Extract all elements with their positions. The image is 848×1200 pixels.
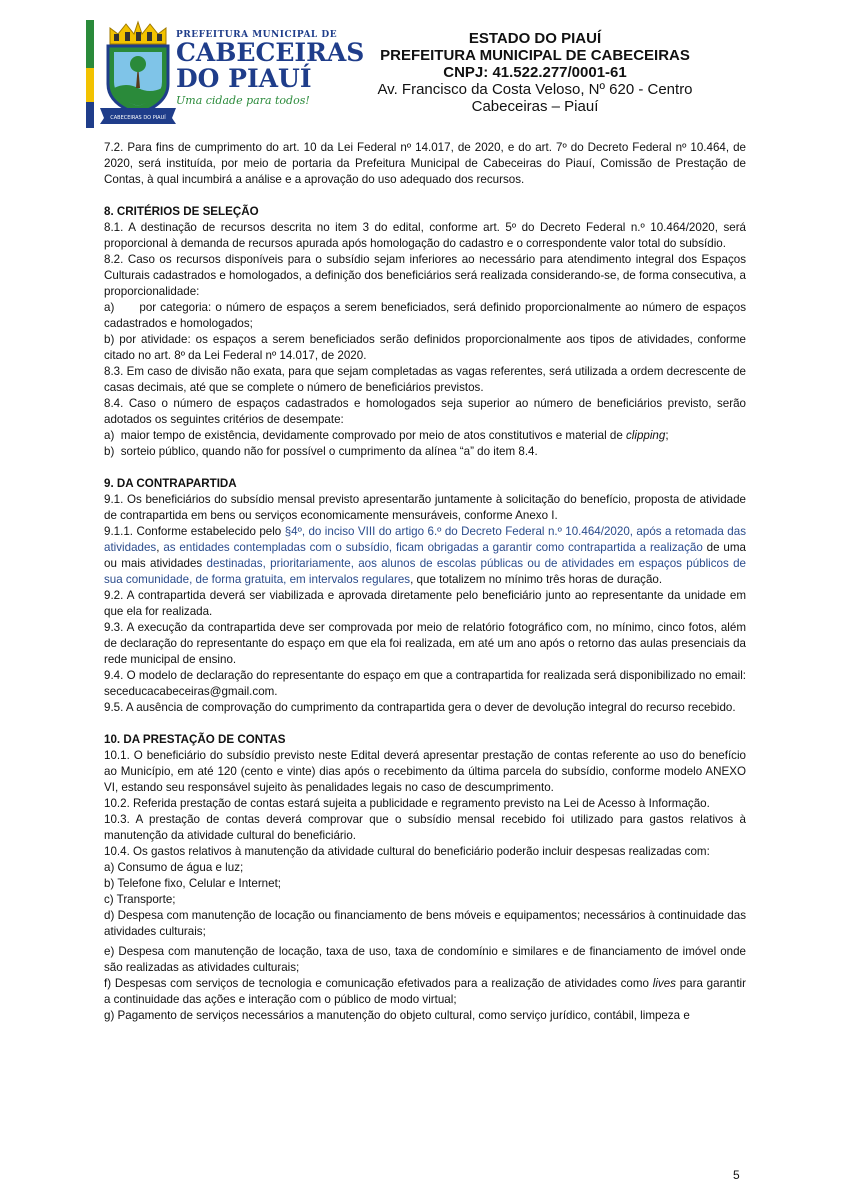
paragraph-10-4-e: e) Despesa com manutenção de locação, taxa de uso, taxa de condomínio e similares e de financiamento de imóvel onde são realizadas as atividades culturais; [104, 945, 746, 974]
paragraph-8-1: 8.1. A destinação de recursos descrita no item 3 do edital, conforme art. 5º do Decreto Federal n.º 10.464/2020, será proporcional à demanda de recursos apurada após homologação do cadastro e o correspondente valor total do subsídio. [104, 221, 746, 250]
paragraph-10-4-f: f) Despesas com serviços de tecnologia e comunicação efetivados para a realização de atividades como lives para garantir a continuidade das ações e interação com o público de modo virtual; [104, 977, 746, 1006]
document-body [104, 140, 750, 1024]
flag-stripe-yellow [86, 68, 94, 102]
paragraph-10-4-b: b) Telefone fixo, Celular e Internet; [104, 877, 282, 890]
paragraph-8-4-a: a) maior tempo de existência, devidamente comprovado por meio de atos constitutivos e material de clipping; [104, 429, 669, 442]
header-prefeitura: PREFEITURA MUNICIPAL DE CABECEIRAS [380, 47, 690, 64]
logo-prefeitura-line: PREFEITURA MUNICIPAL DE [176, 30, 338, 40]
document-header [335, 30, 735, 115]
logo-slogan: Uma cidade para todos! [176, 94, 310, 107]
shield-icon [108, 46, 168, 114]
paragraph-9-1-1: 9.1.1. Conforme estabelecido pelo §4º, do inciso VIII do artigo 6.º do Decreto Federal n.º 10.464/2020, após a retomada das atividades, as entidades contempladas com o subsídio, ficam obrigadas a garantir como contrapartida a realização de uma ou mais atividades destinadas, prioritariamente, aos alunos de escolas públicas ou de atividades em espaços públicos de sua comunidade, de forma gratuita, em intervalos regulares, que totalizem no mínimo três horas de duração. [104, 525, 746, 586]
paragraph-10-4-d: d) Despesa com manutenção de locação ou financiamento de bens móveis e equipamentos; necessários à continuidade das atividades culturais; [104, 909, 746, 938]
section-title-9: 9. DA CONTRAPARTIDA [104, 477, 237, 490]
paragraph-8-4-b: b) sorteio público, quando não for possível o cumprimento da alínea “a” do item 8.4. [104, 445, 538, 458]
paragraph-8-3: 8.3. Em caso de divisão não exata, para que sejam completadas as vagas referentes, será utilizada a ordem decrescente de casas decimais, até que se complete o número de beneficiários previstos. [104, 365, 746, 394]
paragraph-7-2: 7.2. Para fins de cumprimento do art. 10 da Lei Federal nº 14.017, de 2020, e do art. 7º do Decreto Federal nº 10.464, de 2020, será instituída, por meio de portaria da Prefeitura Municipal de Cabeceiras do Piauí, Comissão de Prestação de Contas, à qual incumbirá a análise e a aprovação do uso adequado dos recursos. [104, 141, 746, 186]
paragraph-10-3: 10.3. A prestação de contas deverá comprovar que o subsídio mensal recebido foi utilizado para gastos relativos à manutenção da atividade cultural do beneficiário. [104, 813, 746, 842]
paragraph-10-4: 10.4. Os gastos relativos à manutenção da atividade cultural do beneficiário poderão incluir despesas realizadas com: [104, 845, 710, 858]
paragraph-9-2: 9.2. A contrapartida deverá ser viabilizada e aprovada diretamente pelo beneficiário junto ao representante da unidade em que ela for realizada. [104, 589, 746, 618]
header-cnpj: CNPJ: 41.522.277/0001-61 [443, 64, 627, 81]
paragraph-9-4: 9.4. O modelo de declaração do representante do espaço em que a contrapartida for realizada será disponibilizado no email: seceducacabeceiras@gmail.com. [104, 669, 746, 698]
paragraph-10-2: 10.2. Referida prestação de contas estará sujeita a publicidade e regramento previsto na Lei de Acesso à Informação. [104, 797, 710, 810]
paragraph-8-2: 8.2. Caso os recursos disponíveis para o subsídio sejam inferiores ao necessário para atendimento integral dos Espaços Culturais cadastrados e homologados, a definição dos beneficiários será realizada considerando-se, de forma consecutiva, a proporcionalidade: [104, 253, 746, 298]
paragraph-8-2-b: b) por atividade: os espaços a serem beneficiados serão definidos proporcionalmente aos tipos de atividades, conforme citado no art. 8º da Lei Federal nº 14.017, de 2020. [104, 333, 746, 362]
paragraph-8-2-a: a) por categoria: o número de espaços a serem beneficiados, será definido proporcionalmente ao número de espaços cadastrados e homologados; [104, 301, 750, 330]
flag-stripe-blue [86, 102, 94, 128]
header-address: Av. Francisco da Costa Veloso, Nº 620 - Centro [377, 81, 693, 98]
header-state: ESTADO DO PIAUÍ [468, 30, 602, 47]
paragraph-9-1: 9.1. Os beneficiários do subsídio mensal previsto apresentarão juntamente à solicitação do benefício, proposta de atividade de contrapartida em bens ou serviços economicamente mensuráveis, conforme Anexo I. [104, 493, 746, 522]
paragraph-10-4-g: g) Pagamento de serviços necessários a manutenção do objeto cultural, como serviço jurídico, contábil, limpeza e [104, 1009, 690, 1022]
logo-text [176, 30, 365, 107]
paragraph-9-5: 9.5. A ausência de comprovação do cumprimento da contrapartida gera o dever de devolução integral do recurso recebido. [104, 701, 736, 714]
section-title-8: 8. CRITÉRIOS DE SELEÇÃO [104, 205, 259, 218]
paragraph-10-1: 10.1. O beneficiário do subsídio previsto neste Edital deverá apresentar prestação de contas referente ao uso do benefício ao Município, em até 120 (cento e vinte) dias após o recebimento da última parcela do subsídio, conforme modelo ANEXO VI, estando seu responsável sujeito às penalidades legais no caso de descumprimento. [104, 749, 746, 794]
header-city: Cabeceiras – Piauí [471, 98, 599, 115]
paragraph-8-4: 8.4. Caso o número de espaços cadastrados e homologados seja superior ao número de beneficiários previsto, serão adotados os seguintes critérios de desempate: [104, 397, 746, 426]
paragraph-9-3: 9.3. A execução da contrapartida deve ser comprovada por meio de relatório fotográfico com, no mínimo, cinco fotos, além de declaração do representante do espaço em que ela foi realizada, em até um ano após o retorno das aulas presenciais da rede municipal de ensino. [104, 621, 746, 666]
paragraph-10-4-c: c) Transporte; [104, 893, 176, 906]
municipal-coat-of-arms-icon [98, 18, 178, 126]
logo-city-name-line1: CABECEIRAS [176, 38, 365, 67]
banner-ribbon-icon [100, 108, 176, 124]
page-number: 5 [733, 1168, 740, 1182]
crown-icon [110, 22, 166, 44]
svg-text:CABECEIRAS DO PIAUÍ: CABECEIRAS DO PIAUÍ [110, 115, 166, 121]
section-title-10: 10. DA PRESTAÇÃO DE CONTAS [104, 733, 286, 746]
paragraph-10-4-a: a) Consumo de água e luz; [104, 861, 244, 874]
logo-city-name-line2: DO PIAUÍ [176, 64, 312, 93]
flag-stripe-green [86, 20, 94, 68]
